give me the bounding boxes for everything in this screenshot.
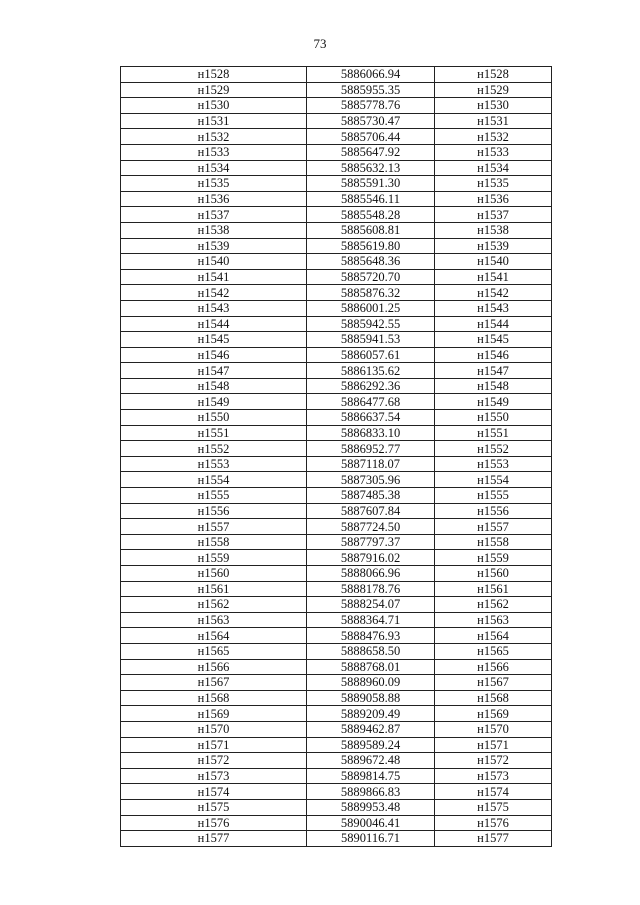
point-id-cell: н1573 bbox=[121, 768, 307, 784]
coordinate-value-cell: 5888178.76 bbox=[307, 581, 435, 597]
coordinates-table bbox=[120, 66, 552, 847]
table-row bbox=[121, 222, 552, 238]
point-id-repeat-cell: н1550 bbox=[435, 410, 552, 426]
point-id-repeat-cell: н1575 bbox=[435, 799, 552, 815]
coordinate-value-cell: 5885647.92 bbox=[307, 144, 435, 160]
table-row bbox=[121, 144, 552, 160]
coordinate-value-cell: 5885548.28 bbox=[307, 207, 435, 223]
point-id-repeat-cell: н1545 bbox=[435, 332, 552, 348]
point-id-cell: н1555 bbox=[121, 488, 307, 504]
table-row bbox=[121, 706, 552, 722]
coordinate-value-cell: 5885619.80 bbox=[307, 238, 435, 254]
table-row bbox=[121, 176, 552, 192]
point-id-repeat-cell: н1528 bbox=[435, 67, 552, 83]
coordinate-value-cell: 5889058.88 bbox=[307, 690, 435, 706]
point-id-cell: н1534 bbox=[121, 160, 307, 176]
point-id-repeat-cell: н1555 bbox=[435, 488, 552, 504]
coordinate-value-cell: 5887607.84 bbox=[307, 503, 435, 519]
table-row bbox=[121, 285, 552, 301]
table-row bbox=[121, 316, 552, 332]
table-row bbox=[121, 363, 552, 379]
point-id-repeat-cell: н1566 bbox=[435, 659, 552, 675]
table-row bbox=[121, 394, 552, 410]
coordinate-value-cell: 5885706.44 bbox=[307, 129, 435, 145]
table-row bbox=[121, 207, 552, 223]
point-id-cell: н1529 bbox=[121, 82, 307, 98]
table-row bbox=[121, 519, 552, 535]
point-id-cell: н1557 bbox=[121, 519, 307, 535]
coordinate-value-cell: 5887118.07 bbox=[307, 456, 435, 472]
point-id-repeat-cell: н1562 bbox=[435, 597, 552, 613]
table-row bbox=[121, 191, 552, 207]
coordinate-value-cell: 5886833.10 bbox=[307, 425, 435, 441]
table-row bbox=[121, 831, 552, 847]
point-id-cell: н1545 bbox=[121, 332, 307, 348]
coordinate-value-cell: 5886952.77 bbox=[307, 441, 435, 457]
table-body bbox=[121, 67, 552, 847]
table-row bbox=[121, 332, 552, 348]
coordinate-value-cell: 5886066.94 bbox=[307, 67, 435, 83]
point-id-cell: н1542 bbox=[121, 285, 307, 301]
point-id-repeat-cell: н1542 bbox=[435, 285, 552, 301]
table-row bbox=[121, 675, 552, 691]
coordinate-value-cell: 5889953.48 bbox=[307, 799, 435, 815]
coordinate-value-cell: 5889866.83 bbox=[307, 784, 435, 800]
point-id-cell: н1544 bbox=[121, 316, 307, 332]
point-id-cell: н1558 bbox=[121, 534, 307, 550]
table-row bbox=[121, 425, 552, 441]
table-row bbox=[121, 82, 552, 98]
point-id-repeat-cell: н1561 bbox=[435, 581, 552, 597]
point-id-repeat-cell: н1544 bbox=[435, 316, 552, 332]
table-row bbox=[121, 597, 552, 613]
point-id-cell: н1577 bbox=[121, 831, 307, 847]
coordinate-value-cell: 5887485.38 bbox=[307, 488, 435, 504]
page-number: 73 bbox=[313, 36, 327, 51]
coordinate-value-cell: 5888658.50 bbox=[307, 643, 435, 659]
point-id-repeat-cell: н1567 bbox=[435, 675, 552, 691]
point-id-repeat-cell: н1546 bbox=[435, 347, 552, 363]
point-id-cell: н1576 bbox=[121, 815, 307, 831]
point-id-cell: н1566 bbox=[121, 659, 307, 675]
point-id-cell: н1549 bbox=[121, 394, 307, 410]
point-id-repeat-cell: н1563 bbox=[435, 612, 552, 628]
table-row bbox=[121, 737, 552, 753]
table-row bbox=[121, 612, 552, 628]
coordinate-value-cell: 5890116.71 bbox=[307, 831, 435, 847]
point-id-cell: н1574 bbox=[121, 784, 307, 800]
table-row bbox=[121, 768, 552, 784]
table-row bbox=[121, 566, 552, 582]
point-id-cell: н1551 bbox=[121, 425, 307, 441]
point-id-cell: н1562 bbox=[121, 597, 307, 613]
point-id-repeat-cell: н1574 bbox=[435, 784, 552, 800]
coordinate-value-cell: 5889589.24 bbox=[307, 737, 435, 753]
point-id-cell: н1543 bbox=[121, 300, 307, 316]
table-row bbox=[121, 659, 552, 675]
table-row bbox=[121, 721, 552, 737]
point-id-cell: н1568 bbox=[121, 690, 307, 706]
coordinate-value-cell: 5888476.93 bbox=[307, 628, 435, 644]
coordinate-value-cell: 5885648.36 bbox=[307, 254, 435, 270]
point-id-cell: н1547 bbox=[121, 363, 307, 379]
point-id-repeat-cell: н1559 bbox=[435, 550, 552, 566]
coordinate-value-cell: 5888960.09 bbox=[307, 675, 435, 691]
coordinate-value-cell: 5887724.50 bbox=[307, 519, 435, 535]
coordinate-value-cell: 5885730.47 bbox=[307, 113, 435, 129]
point-id-repeat-cell: н1554 bbox=[435, 472, 552, 488]
table-row bbox=[121, 254, 552, 270]
table-row bbox=[121, 300, 552, 316]
point-id-repeat-cell: н1549 bbox=[435, 394, 552, 410]
table-row bbox=[121, 690, 552, 706]
coordinate-value-cell: 5885720.70 bbox=[307, 269, 435, 285]
point-id-cell: н1539 bbox=[121, 238, 307, 254]
point-id-cell: н1571 bbox=[121, 737, 307, 753]
coordinate-value-cell: 5886057.61 bbox=[307, 347, 435, 363]
table-row bbox=[121, 503, 552, 519]
point-id-repeat-cell: н1532 bbox=[435, 129, 552, 145]
coordinate-value-cell: 5887916.02 bbox=[307, 550, 435, 566]
coordinate-value-cell: 5885632.13 bbox=[307, 160, 435, 176]
point-id-cell: н1552 bbox=[121, 441, 307, 457]
point-id-cell: н1554 bbox=[121, 472, 307, 488]
coordinate-value-cell: 5885942.55 bbox=[307, 316, 435, 332]
table-row bbox=[121, 456, 552, 472]
point-id-repeat-cell: н1572 bbox=[435, 753, 552, 769]
table-row bbox=[121, 581, 552, 597]
table-row bbox=[121, 129, 552, 145]
point-id-repeat-cell: н1543 bbox=[435, 300, 552, 316]
coordinate-value-cell: 5886001.25 bbox=[307, 300, 435, 316]
point-id-repeat-cell: н1568 bbox=[435, 690, 552, 706]
coordinate-value-cell: 5889814.75 bbox=[307, 768, 435, 784]
coordinate-value-cell: 5889462.87 bbox=[307, 721, 435, 737]
table-row bbox=[121, 550, 552, 566]
point-id-cell: н1531 bbox=[121, 113, 307, 129]
coordinate-value-cell: 5889209.49 bbox=[307, 706, 435, 722]
table-row bbox=[121, 410, 552, 426]
coordinate-value-cell: 5888254.07 bbox=[307, 597, 435, 613]
point-id-cell: н1530 bbox=[121, 98, 307, 114]
point-id-repeat-cell: н1569 bbox=[435, 706, 552, 722]
point-id-repeat-cell: н1576 bbox=[435, 815, 552, 831]
point-id-repeat-cell: н1558 bbox=[435, 534, 552, 550]
coordinate-value-cell: 5886637.54 bbox=[307, 410, 435, 426]
point-id-repeat-cell: н1577 bbox=[435, 831, 552, 847]
point-id-cell: н1564 bbox=[121, 628, 307, 644]
point-id-repeat-cell: н1541 bbox=[435, 269, 552, 285]
point-id-cell: н1532 bbox=[121, 129, 307, 145]
point-id-cell: н1535 bbox=[121, 176, 307, 192]
point-id-cell: н1537 bbox=[121, 207, 307, 223]
coordinate-value-cell: 5888768.01 bbox=[307, 659, 435, 675]
point-id-repeat-cell: н1535 bbox=[435, 176, 552, 192]
point-id-cell: н1560 bbox=[121, 566, 307, 582]
table-row bbox=[121, 378, 552, 394]
table-row bbox=[121, 67, 552, 83]
point-id-repeat-cell: н1537 bbox=[435, 207, 552, 223]
point-id-repeat-cell: н1573 bbox=[435, 768, 552, 784]
table-row bbox=[121, 643, 552, 659]
coordinate-value-cell: 5886477.68 bbox=[307, 394, 435, 410]
point-id-repeat-cell: н1529 bbox=[435, 82, 552, 98]
point-id-repeat-cell: н1540 bbox=[435, 254, 552, 270]
point-id-repeat-cell: н1534 bbox=[435, 160, 552, 176]
point-id-cell: н1550 bbox=[121, 410, 307, 426]
coordinate-value-cell: 5885876.32 bbox=[307, 285, 435, 301]
point-id-cell: н1563 bbox=[121, 612, 307, 628]
table-row bbox=[121, 238, 552, 254]
point-id-cell: н1536 bbox=[121, 191, 307, 207]
point-id-repeat-cell: н1538 bbox=[435, 222, 552, 238]
point-id-cell: н1565 bbox=[121, 643, 307, 659]
point-id-cell: н1528 bbox=[121, 67, 307, 83]
coordinate-value-cell: 5885955.35 bbox=[307, 82, 435, 98]
table-row bbox=[121, 799, 552, 815]
point-id-cell: н1572 bbox=[121, 753, 307, 769]
point-id-repeat-cell: н1547 bbox=[435, 363, 552, 379]
coordinate-value-cell: 5885591.30 bbox=[307, 176, 435, 192]
point-id-repeat-cell: н1531 bbox=[435, 113, 552, 129]
coordinate-value-cell: 5888066.96 bbox=[307, 566, 435, 582]
coordinate-value-cell: 5885778.76 bbox=[307, 98, 435, 114]
point-id-repeat-cell: н1557 bbox=[435, 519, 552, 535]
coordinate-value-cell: 5885941.53 bbox=[307, 332, 435, 348]
table-row bbox=[121, 784, 552, 800]
point-id-repeat-cell: н1530 bbox=[435, 98, 552, 114]
table-row bbox=[121, 98, 552, 114]
coordinate-value-cell: 5887305.96 bbox=[307, 472, 435, 488]
point-id-cell: н1575 bbox=[121, 799, 307, 815]
point-id-cell: н1561 bbox=[121, 581, 307, 597]
point-id-cell: н1546 bbox=[121, 347, 307, 363]
point-id-cell: н1533 bbox=[121, 144, 307, 160]
table-row bbox=[121, 753, 552, 769]
coordinate-value-cell: 5885546.11 bbox=[307, 191, 435, 207]
point-id-repeat-cell: н1536 bbox=[435, 191, 552, 207]
table-row bbox=[121, 488, 552, 504]
point-id-repeat-cell: н1552 bbox=[435, 441, 552, 457]
point-id-cell: н1569 bbox=[121, 706, 307, 722]
point-id-cell: н1553 bbox=[121, 456, 307, 472]
point-id-repeat-cell: н1539 bbox=[435, 238, 552, 254]
point-id-repeat-cell: н1565 bbox=[435, 643, 552, 659]
point-id-cell: н1559 bbox=[121, 550, 307, 566]
point-id-repeat-cell: н1533 bbox=[435, 144, 552, 160]
point-id-repeat-cell: н1564 bbox=[435, 628, 552, 644]
table-row bbox=[121, 160, 552, 176]
point-id-repeat-cell: н1571 bbox=[435, 737, 552, 753]
point-id-cell: н1556 bbox=[121, 503, 307, 519]
coordinate-value-cell: 5885608.81 bbox=[307, 222, 435, 238]
coordinate-value-cell: 5886292.36 bbox=[307, 378, 435, 394]
point-id-repeat-cell: н1551 bbox=[435, 425, 552, 441]
point-id-repeat-cell: н1556 bbox=[435, 503, 552, 519]
coordinate-value-cell: 5889672.48 bbox=[307, 753, 435, 769]
point-id-cell: н1541 bbox=[121, 269, 307, 285]
table-row bbox=[121, 472, 552, 488]
point-id-cell: н1538 bbox=[121, 222, 307, 238]
point-id-cell: н1548 bbox=[121, 378, 307, 394]
point-id-repeat-cell: н1553 bbox=[435, 456, 552, 472]
point-id-repeat-cell: н1560 bbox=[435, 566, 552, 582]
table-row bbox=[121, 347, 552, 363]
point-id-cell: н1540 bbox=[121, 254, 307, 270]
coordinate-value-cell: 5888364.71 bbox=[307, 612, 435, 628]
table-row bbox=[121, 269, 552, 285]
coordinate-value-cell: 5890046.41 bbox=[307, 815, 435, 831]
table-row bbox=[121, 628, 552, 644]
table-row bbox=[121, 534, 552, 550]
table-row bbox=[121, 113, 552, 129]
point-id-repeat-cell: н1570 bbox=[435, 721, 552, 737]
table-row bbox=[121, 441, 552, 457]
coordinate-value-cell: 5886135.62 bbox=[307, 363, 435, 379]
point-id-cell: н1567 bbox=[121, 675, 307, 691]
coordinate-value-cell: 5887797.37 bbox=[307, 534, 435, 550]
table-row bbox=[121, 815, 552, 831]
point-id-cell: н1570 bbox=[121, 721, 307, 737]
point-id-repeat-cell: н1548 bbox=[435, 378, 552, 394]
